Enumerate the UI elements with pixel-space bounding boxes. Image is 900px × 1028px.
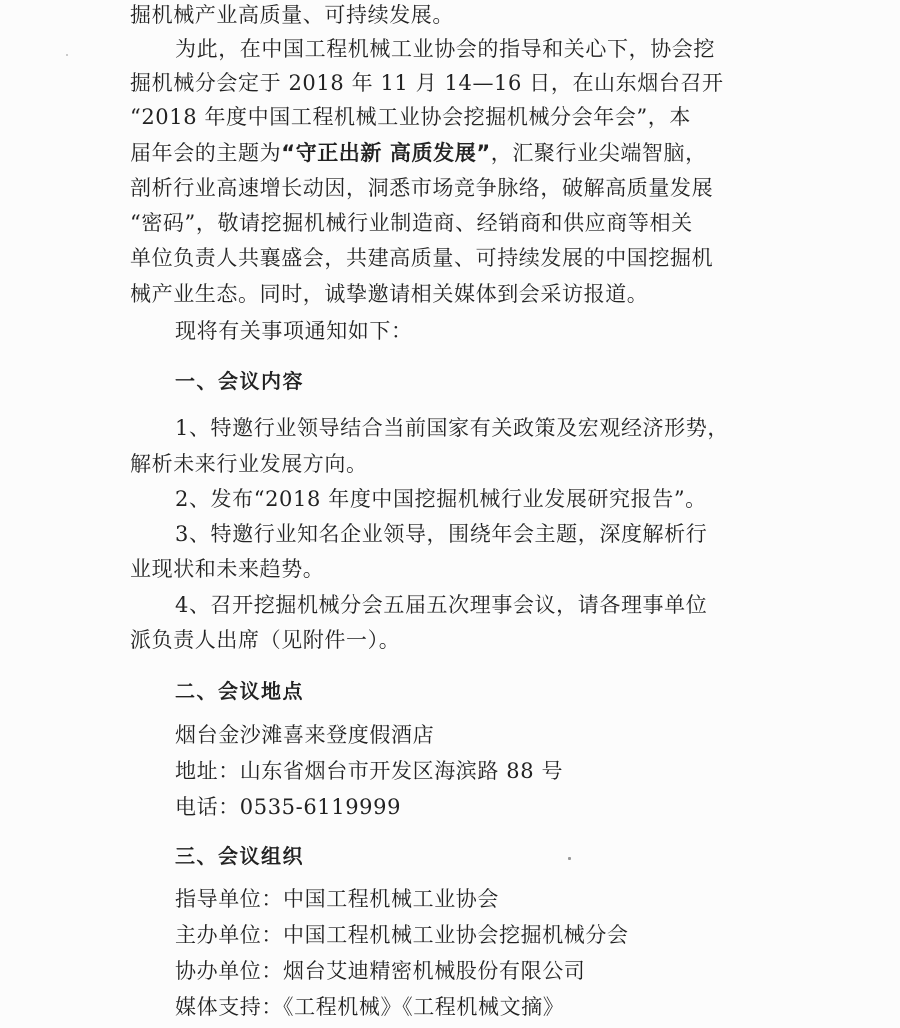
intro-text-line: 为此，在中国工程机械工业协会的指导和关心下，协会挖 xyxy=(175,37,715,61)
intro-text-line: 单位负责人共襄盛会，共建高质量、可持续发展的中国挖掘机 xyxy=(130,246,714,270)
scan-speck xyxy=(66,54,68,56)
org-media: 媒体支持：《工程机械》《工程机械文摘》 xyxy=(175,995,565,1019)
content-item-line: 4、召开挖掘机械分会五届五次理事会议，请各理事单位 xyxy=(175,593,708,617)
org-host: 主办单位：中国工程机械工业协会挖掘机械分会 xyxy=(175,923,629,947)
content-item-line: 1、特邀行业领导结合当前国家有关政策及宏观经济形势， xyxy=(175,416,729,440)
intro-text-line xyxy=(130,140,707,166)
intro-text-line: “2018 年度中国工程机械工业协会挖掘机械分会年会”，本 xyxy=(130,105,691,129)
content-item-line: 解析未来行业发展方向。 xyxy=(130,452,368,476)
section-heading-organization: 三、会议组织 xyxy=(175,844,304,868)
content-item-line: 2、发布“2018 年度中国挖掘机械行业发展研究报告”。 xyxy=(175,487,707,511)
intro-text-line: 剖析行业高速增长动因，洞悉市场竞争脉络，破解高质量发展 xyxy=(130,176,714,200)
venue-address: 地址：山东省烟台市开发区海滨路 88 号 xyxy=(175,759,564,783)
org-co-host: 协办单位：烟台艾迪精密机械股份有限公司 xyxy=(175,959,586,983)
intro-text-line: 掘机械分会定于 2018 年 11 月 14—16 日，在山东烟台召开 xyxy=(130,71,724,95)
org-guide: 指导单位：中国工程机械工业协会 xyxy=(175,887,499,911)
content-item-line: 派负责人出席（见附件一）。 xyxy=(130,628,401,652)
intro-text-segment: ，汇聚行业尖端智脑， xyxy=(490,141,707,165)
intro-text-line: 现将有关事项通知如下： xyxy=(175,319,413,343)
intro-text-segment: 届年会的主题为 xyxy=(130,141,282,165)
content-item-line: 3、特邀行业知名企业领导，围绕年会主题，深度解析行 xyxy=(175,522,708,546)
section-heading-location: 二、会议地点 xyxy=(175,679,304,703)
scan-speck xyxy=(568,857,571,860)
intro-text-line: 掘机械产业高质量、可持续发展。 xyxy=(130,3,454,27)
intro-text-line: 械产业生态。同时，诚挚邀请相关媒体到会采访报道。 xyxy=(130,282,649,306)
content-item-line: 业现状和未来趋势。 xyxy=(130,557,325,581)
venue-phone: 电话：0535-6119999 xyxy=(175,795,402,819)
meeting-theme: “守正出新 高质发展” xyxy=(281,141,491,165)
section-heading-content: 一、会议内容 xyxy=(175,369,304,393)
venue-name: 烟台金沙滩喜来登度假酒店 xyxy=(175,723,435,747)
intro-text-line: “密码”，敬请挖掘机械行业制造商、经销商和供应商等相关 xyxy=(130,211,693,235)
